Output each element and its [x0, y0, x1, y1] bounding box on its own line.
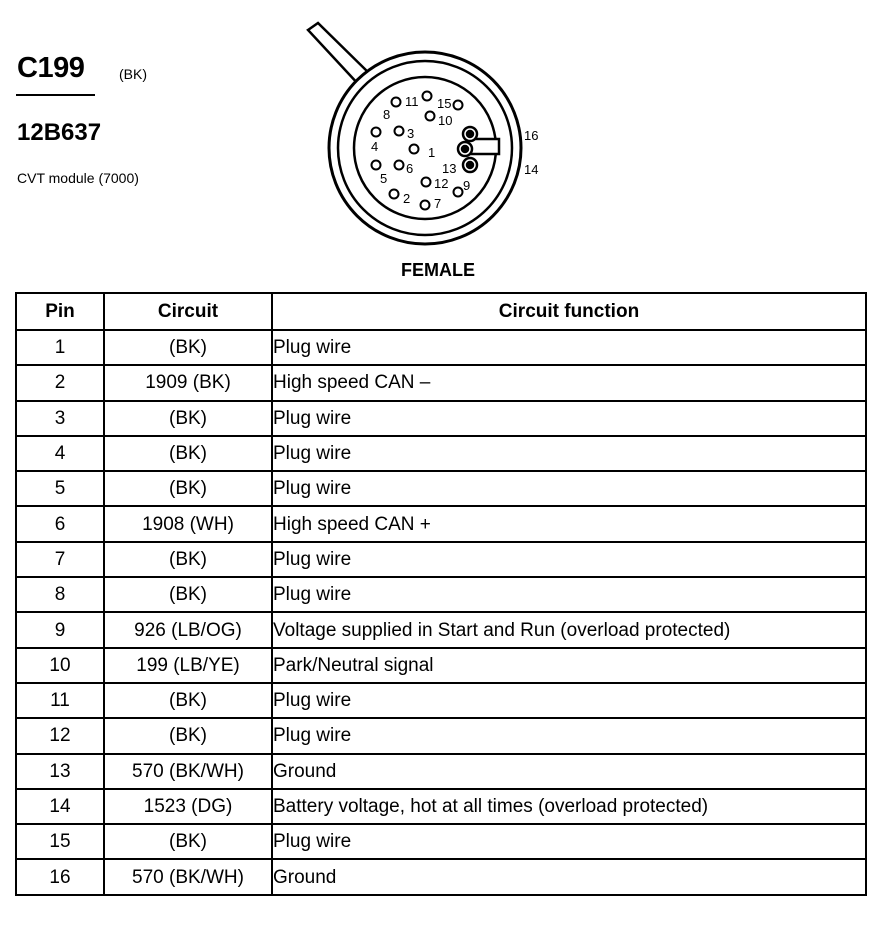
pin-label: 16	[524, 128, 539, 143]
pin-cell: 12	[16, 718, 104, 753]
pin-hole	[390, 190, 399, 199]
circuit-cell: 1908 (WH)	[104, 506, 272, 541]
pin-label: 9	[463, 178, 471, 193]
function-cell: High speed CAN –	[272, 365, 866, 400]
function-cell: Ground	[272, 754, 866, 789]
pin-label: 15	[437, 96, 452, 111]
pin-label: 12	[434, 176, 449, 191]
pin-hole	[454, 101, 463, 110]
circuit-cell: (BK)	[104, 436, 272, 471]
circuit-cell: (BK)	[104, 330, 272, 365]
function-cell: Plug wire	[272, 718, 866, 753]
pin-label: 1	[428, 145, 436, 160]
pin-hole	[454, 188, 463, 197]
pin-cell: 6	[16, 506, 104, 541]
table-row	[16, 754, 866, 789]
circuit-cell: 926 (LB/OG)	[104, 612, 272, 647]
connector-face-diagram	[300, 18, 560, 258]
pin-hole	[395, 127, 404, 136]
table-row	[16, 612, 866, 647]
pin-label: 5	[380, 171, 388, 186]
function-cell: Plug wire	[272, 436, 866, 471]
table-row	[16, 859, 866, 894]
function-cell: Plug wire	[272, 330, 866, 365]
pin-hole	[426, 112, 435, 121]
connector-color: (BK)	[119, 66, 147, 82]
function-cell: Plug wire	[272, 824, 866, 859]
circuit-cell: (BK)	[104, 542, 272, 577]
table-row	[16, 330, 866, 365]
pin-cell: 13	[16, 754, 104, 789]
pin-cell: 7	[16, 542, 104, 577]
pin-label: 4	[371, 139, 379, 154]
pin-label: 6	[406, 161, 414, 176]
pin-hole	[392, 98, 401, 107]
pin-hole	[467, 162, 473, 168]
circuit-cell: 570 (BK/WH)	[104, 754, 272, 789]
pin-cell: 10	[16, 648, 104, 683]
function-cell: Plug wire	[272, 471, 866, 506]
pin-hole	[422, 178, 431, 187]
pin-hole	[462, 146, 468, 152]
pin-cell: 1	[16, 330, 104, 365]
column-header-pin: Pin	[16, 293, 104, 330]
table-row	[16, 436, 866, 471]
circuit-cell: 1523 (DG)	[104, 789, 272, 824]
pin-cell: 8	[16, 577, 104, 612]
function-cell: Battery voltage, hot at all times (overload protected)	[272, 789, 866, 824]
pin-label: 10	[438, 113, 453, 128]
pin-cell: 15	[16, 824, 104, 859]
connector-id: C199	[17, 52, 85, 84]
function-cell: High speed CAN +	[272, 506, 866, 541]
circuit-cell: (BK)	[104, 577, 272, 612]
column-header-function: Circuit function	[272, 293, 866, 330]
column-header-circuit: Circuit	[104, 293, 272, 330]
circuit-cell: (BK)	[104, 401, 272, 436]
circuit-cell: (BK)	[104, 683, 272, 718]
pin-label: 14	[524, 162, 539, 177]
pin-cell: 3	[16, 401, 104, 436]
table-row	[16, 471, 866, 506]
table-row	[16, 365, 866, 400]
pinout-table	[15, 292, 867, 896]
connector-gender-label: FEMALE	[401, 260, 475, 280]
circuit-cell: 199 (LB/YE)	[104, 648, 272, 683]
pin-label: 3	[407, 126, 415, 141]
function-cell: Voltage supplied in Start and Run (overload protected)	[272, 612, 866, 647]
table-row	[16, 577, 866, 612]
pin-hole	[421, 201, 430, 210]
function-cell: Plug wire	[272, 577, 866, 612]
pin-hole	[423, 92, 432, 101]
pin-hole	[410, 145, 419, 154]
pin-hole	[467, 131, 473, 137]
pin-cell: 5	[16, 471, 104, 506]
pin-label: 8	[383, 107, 391, 122]
pin-hole	[372, 128, 381, 137]
table-row	[16, 506, 866, 541]
function-cell: Plug wire	[272, 683, 866, 718]
circuit-cell: (BK)	[104, 471, 272, 506]
pin-cell: 2	[16, 365, 104, 400]
pin-cell: 9	[16, 612, 104, 647]
pin-label: 13	[442, 161, 457, 176]
pin-label: 7	[434, 196, 442, 211]
circuit-cell: 1909 (BK)	[104, 365, 272, 400]
part-number: 12B637	[17, 119, 102, 146]
table-row	[16, 718, 866, 753]
pin-hole	[395, 161, 404, 170]
table-row	[16, 789, 866, 824]
function-cell: Plug wire	[272, 401, 866, 436]
circuit-cell: (BK)	[104, 718, 272, 753]
table-row	[16, 824, 866, 859]
pin-cell: 14	[16, 789, 104, 824]
table-header-row	[16, 293, 866, 330]
function-cell: Ground	[272, 859, 866, 894]
table-row	[16, 648, 866, 683]
table-row	[16, 542, 866, 577]
pin-label: 2	[403, 191, 411, 206]
pin-cell: 11	[16, 683, 104, 718]
table-row	[16, 683, 866, 718]
pin-label: 11	[405, 94, 419, 109]
function-cell: Park/Neutral signal	[272, 648, 866, 683]
pin-cell: 4	[16, 436, 104, 471]
circuit-cell: (BK)	[104, 824, 272, 859]
module-description: CVT module (7000)	[17, 170, 139, 186]
pin-cell: 16	[16, 859, 104, 894]
header-underline	[16, 94, 95, 96]
table-row	[16, 401, 866, 436]
function-cell: Plug wire	[272, 542, 866, 577]
circuit-cell: 570 (BK/WH)	[104, 859, 272, 894]
pin-hole	[372, 161, 381, 170]
